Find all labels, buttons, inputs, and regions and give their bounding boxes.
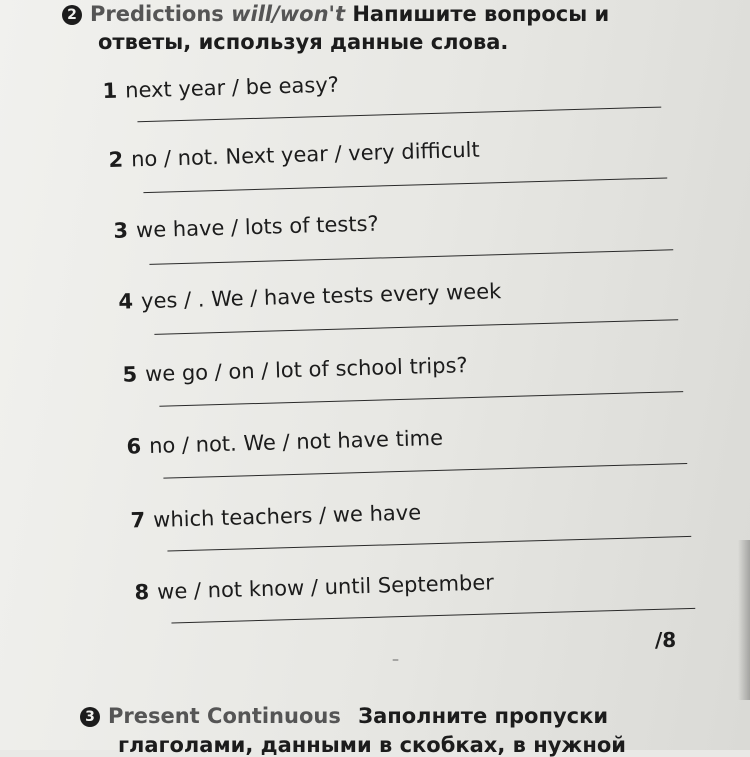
exercise-3-task-line-1: Заполните пропуски [358,704,609,728]
page-mark: – [392,652,399,668]
item-4: 4 yes / . We / have tests every week [118,279,502,314]
answer-line-1[interactable] [137,107,661,123]
exercise-3-task-line-2: глаголами, данными в скобках, в нужной [118,733,626,757]
exercise-2-task-line-2: ответы, используя данные слова. [98,30,509,54]
exercise-3-grammar-label: Present Continuous [108,704,341,728]
exercise-2-grammar-label: Predictions will/won't [90,2,346,26]
answer-line-8[interactable] [171,608,695,624]
answer-line-2[interactable] [143,177,667,193]
item-2: 2 no / not. Next year / very difficult [108,137,481,173]
item-3: 3 we have / lots of tests? [113,211,379,243]
exercise-2-number-badge: 2 [62,5,82,25]
answer-line-6[interactable] [163,463,687,479]
answer-line-7[interactable] [167,536,691,552]
answer-line-4[interactable] [154,319,678,335]
item-1: 1 next year / be easy? [102,72,340,104]
exercise-2-task-line-1: Напишите вопросы и [352,2,610,26]
answer-line-5[interactable] [159,391,683,407]
exercise-2-score: /8 [655,628,677,652]
item-8: 8 we / not know / until September [134,570,495,605]
exercise-3-number-badge: 3 [80,707,100,727]
exercise-3-heading [80,704,608,728]
answer-line-3[interactable] [149,249,673,265]
item-6: 6 no / not. We / not have time [126,425,444,459]
item-7: 7 which teachers / we have [130,500,422,533]
item-5: 5 we go / on / lot of school trips? [122,353,468,387]
